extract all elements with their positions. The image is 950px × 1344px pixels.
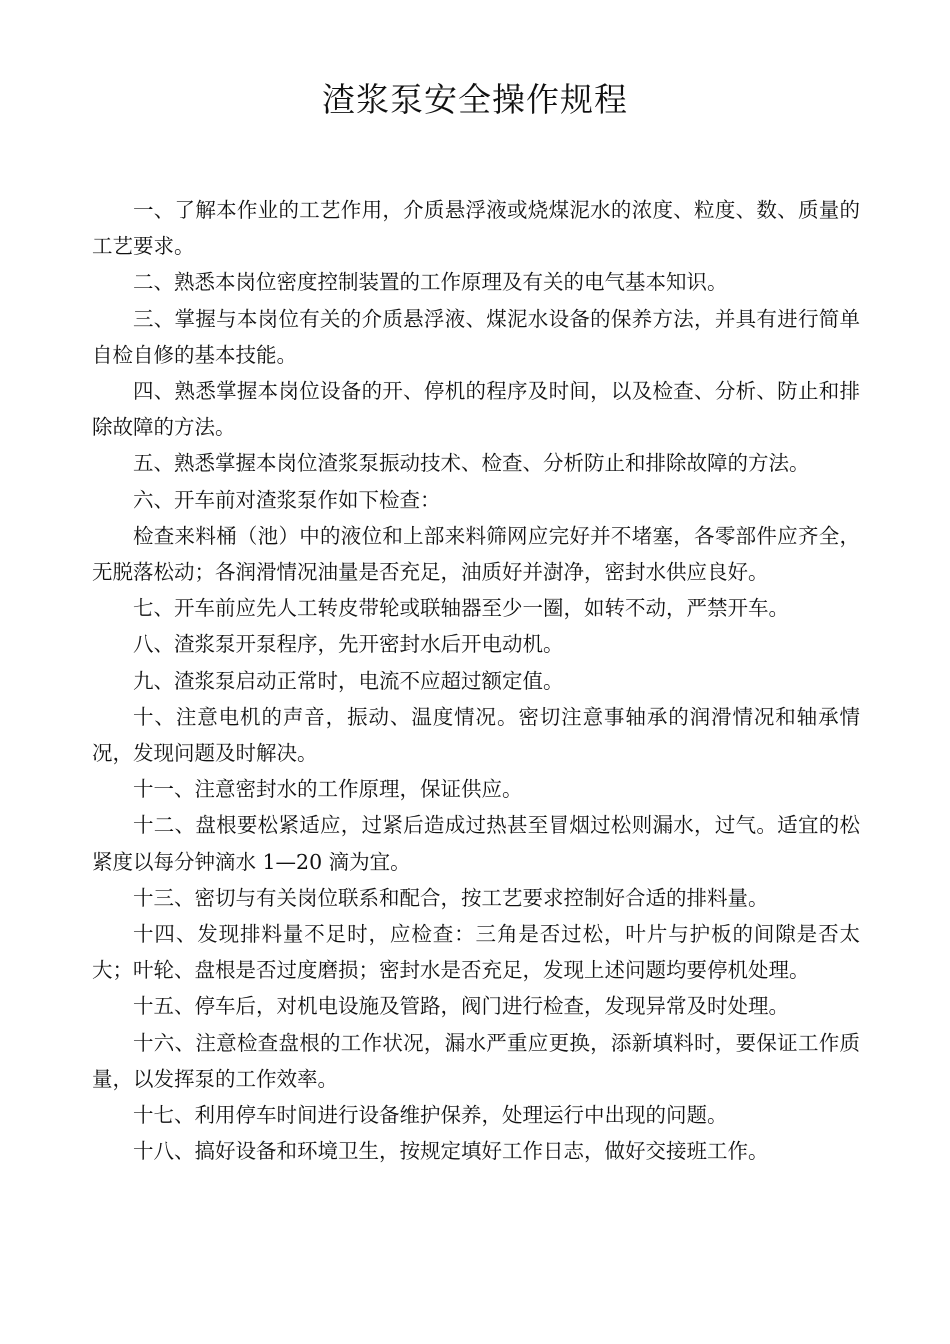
paragraph-7: 七、开车前应先人工转皮带轮或联轴器至少一圈，如转不动，严禁开车。	[133, 596, 789, 621]
document-body	[92, 192, 860, 1169]
paragraph-16: 十六、注意检查盘根的工作状况，漏水严重应更换，添新填料时，要保证工作质量，以发挥泵的工作效率。	[92, 1030, 860, 1091]
paragraph-3: 三、掌握与本岗位有关的介质悬浮液、煤泥水设备的保养方法，并具有进行简单自检自修的基本技能。	[92, 306, 860, 367]
paragraph-13: 十三、密切与有关岗位联系和配合，按工艺要求控制好合适的排料量。	[133, 885, 769, 910]
paragraph-6-detail: 检查来料桶（池）中的液位和上部来料筛网应完好并不堵塞，各零部件应齐全，无脱落松动；各润滑情况油量是否充足，油质好并澍净，密封水供应良好。	[92, 523, 860, 585]
paragraph-14: 十四、发现排料量不足时，应检查：三角是否过松，叶片与护板的间隙是否太大；叶轮、盘根是否过度磨损；密封水是否充足，发现上述问题均要停机处理。	[92, 922, 860, 983]
paragraph-5: 五、熟悉掌握本岗位渣浆泵振动技术、检查、分析防止和排除故障的方法。	[133, 451, 810, 476]
paragraph-17: 十七、利用停车时间进行设备维护保养，处理运行中出现的问题。	[133, 1103, 728, 1128]
paragraph-2: 二、熟悉本岗位密度控制装置的工作原理及有关的电气基本知识。	[133, 270, 728, 295]
document-title: 渣浆泵安全操作规程	[322, 80, 628, 119]
paragraph-9: 九、渣浆泵启动正常时，电流不应超过额定值。	[133, 668, 564, 693]
paragraph-1: 一、了解本作业的工艺作用，介质悬浮液或烧煤泥水的浓度、粒度、数、质量的工艺要求。	[92, 198, 860, 259]
paragraph-15: 十五、停车后，对机电设施及管路，阀门进行检查，发现异常及时处理。	[133, 994, 789, 1019]
paragraph-12: 十二、盘根要松紧适应，过紧后造成过热甚至冒烟过松则漏水，过气。适宜的松紧度以每分钟滴水 1—20 滴为宜。	[92, 813, 860, 874]
paragraph-11: 十一、注意密封水的工作原理，保证供应。	[133, 777, 523, 802]
paragraph-10: 十、注意电机的声音，振动、温度情况。密切注意事轴承的润滑情况和轴承情况，发现问题及时解决。	[92, 704, 860, 766]
paragraph-18: 十八、搞好设备和环境卫生，按规定填好工作日志，做好交接班工作。	[133, 1139, 769, 1164]
paragraph-8: 八、渣浆泵开泵程序，先开密封水后开电动机。	[133, 632, 564, 657]
paragraph-4: 四、熟悉掌握本岗位设备的开、停机的程序及时间，以及检查、分析、防止和排除故障的方法。	[92, 379, 860, 440]
paragraph-6: 六、开车前对渣浆泵作如下检查：	[133, 487, 441, 512]
